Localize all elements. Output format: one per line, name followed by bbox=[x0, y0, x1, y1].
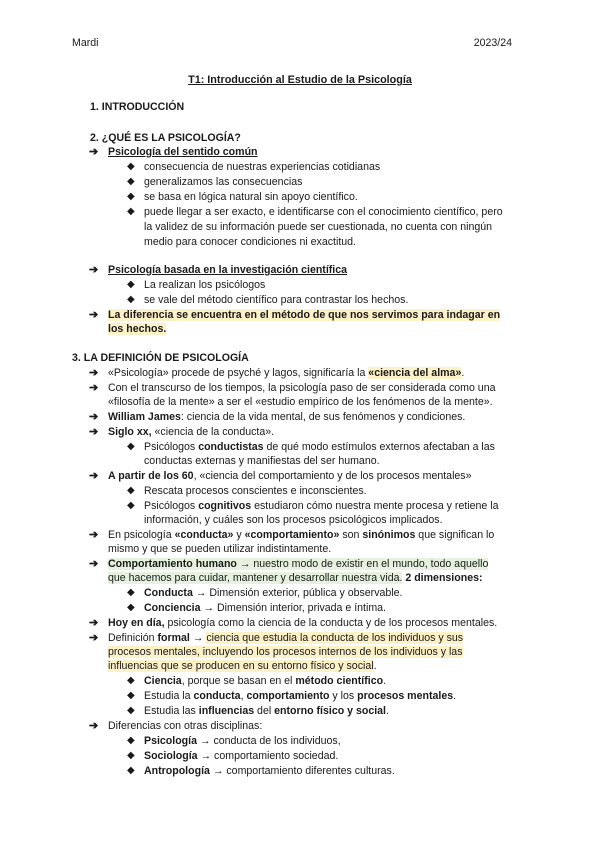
bullet-icon: ◆ bbox=[127, 279, 135, 290]
behavior-continuation: que hacemos para cuidar, mantener y desarrollar nuestra vida. 2 dimensiones: bbox=[108, 572, 483, 584]
diferencias-line: Diferencias con otras disciplinas: bbox=[108, 720, 263, 732]
estudia-influencias-line: Estudia las influencias del entorno físico y social. bbox=[144, 705, 389, 717]
conducta-line: Conducta → Dimensión exterior, pública y observable. bbox=[144, 587, 403, 599]
list-item-continuation: la validez de su información puede ser cuestionada, no cuenta con ningún bbox=[144, 221, 493, 233]
arrow-icon: ➔ bbox=[89, 720, 99, 732]
header-year: 2023/24 bbox=[473, 37, 512, 49]
bullet-icon: ◆ bbox=[127, 602, 135, 613]
arrow-icon: ➔ bbox=[89, 411, 99, 423]
bullet-icon: ◆ bbox=[127, 587, 135, 598]
section-1-heading: 1. INTRODUCCIÓN bbox=[90, 101, 185, 113]
history-line: «filosofía de la mente» a ser el «estudio empírico de los fenómenos de la mente». bbox=[108, 396, 493, 408]
bullet-icon: ◆ bbox=[127, 735, 135, 746]
arrow-icon: ➔ bbox=[89, 558, 99, 570]
william-james-line: William James: ciencia de la vida mental, de sus fenómenos y condiciones. bbox=[108, 411, 466, 423]
header-course: Mardi bbox=[72, 37, 99, 49]
list-item: consecuencia de nuestras experiencias cotidianas bbox=[144, 161, 381, 173]
discipline-item: Antropología → comportamiento diferentes culturas. bbox=[144, 765, 395, 777]
conciencia-line: Conciencia → Dimensión interior, privada e íntima. bbox=[144, 602, 386, 614]
research-title: Psicología basada en la investigación científica bbox=[108, 264, 348, 276]
discipline-item: Psicología → conducta de los individuos, bbox=[144, 735, 341, 747]
siglo-xx-line: Siglo xx, «ciencia de la conducta». bbox=[108, 426, 275, 438]
hoy-line: Hoy en día, psicología como la ciencia de la conducta y de los procesos mentales. bbox=[108, 617, 498, 629]
arrow-icon: ➔ bbox=[89, 264, 99, 276]
bullet-icon: ◆ bbox=[127, 441, 135, 452]
arrow-icon: ➔ bbox=[89, 632, 99, 644]
formal-definition-continuation: influencias que se producen en su entorno físico y social. bbox=[108, 660, 377, 672]
arrow-icon: ➔ bbox=[89, 367, 99, 379]
conductistas-line: Psicólogos conductistas de qué modo estímulos externos afectaban a las bbox=[144, 441, 495, 453]
behavior-line: Comportamiento humano → nuestro modo de existir en el mundo, todo aquello bbox=[108, 558, 489, 570]
arrow-icon: ➔ bbox=[89, 529, 99, 541]
common-sense-title: Psicología del sentido común bbox=[108, 146, 258, 158]
list-item-continuation: medio para conocer condiciones ni exactitud. bbox=[144, 236, 356, 248]
page-title: T1: Introducción al Estudio de la Psicología bbox=[188, 74, 412, 86]
arrow-icon: ➔ bbox=[89, 382, 99, 394]
sixties-line: A partir de los 60, «ciencia del comportamiento y de los procesos mentales» bbox=[108, 470, 472, 482]
list-item: puede llegar a ser exacto, e identificarse con el conocimiento científico, pero bbox=[144, 206, 503, 218]
bullet-icon: ◆ bbox=[127, 176, 135, 187]
bullet-icon: ◆ bbox=[127, 675, 135, 686]
list-item: se basa en lógica natural sin apoyo científico. bbox=[144, 191, 358, 203]
difference-line bbox=[108, 322, 166, 336]
bullet-icon: ◆ bbox=[127, 705, 135, 716]
list-item: generalizamos las consecuencias bbox=[144, 176, 303, 188]
bullet-icon: ◆ bbox=[127, 765, 135, 776]
bullet-icon: ◆ bbox=[127, 191, 135, 202]
list-item: se vale del método científico para contrastar los hechos. bbox=[144, 294, 409, 306]
estudia-conducta-line: Estudia la conducta, comportamiento y los procesos mentales. bbox=[144, 690, 457, 702]
bullet-icon: ◆ bbox=[127, 161, 135, 172]
list-item: Rescata procesos conscientes e inconscientes. bbox=[144, 485, 367, 497]
bullet-icon: ◆ bbox=[127, 294, 135, 305]
arrow-icon: ➔ bbox=[89, 617, 99, 629]
section-3-heading: 3. LA DEFINICIÓN DE PSICOLOGÍA bbox=[72, 352, 249, 364]
cognitivos-line: Psicólogos cognitivos estudiaron cómo nuestra mente procesa y retiene la bbox=[144, 500, 499, 512]
synonyms-line: En psicología «conducta» y «comportamiento» son sinónimos que significan lo bbox=[108, 529, 495, 541]
arrow-icon: ➔ bbox=[89, 426, 99, 438]
bullet-icon: ◆ bbox=[127, 750, 135, 761]
arrow-icon: ➔ bbox=[89, 146, 99, 158]
ciencia-line: Ciencia, porque se basan en el método científico. bbox=[144, 675, 387, 687]
list-item-continuation: conductas externas y manifiestas del ser humano. bbox=[144, 455, 380, 467]
highlight-text: los hechos. bbox=[108, 323, 167, 335]
bullet-icon: ◆ bbox=[127, 500, 135, 511]
arrow-icon: ➔ bbox=[89, 309, 99, 321]
bullet-icon: ◆ bbox=[127, 690, 135, 701]
section-2-heading: 2. ¿QUÉ ES LA PSICOLOGÍA? bbox=[90, 132, 241, 144]
etymology-line: «Psicología» procede de psyché y lagos, significaría la «ciencia del alma». bbox=[108, 367, 465, 379]
bullet-icon: ◆ bbox=[127, 485, 135, 496]
list-item-continuation: información, y cuáles son los procesos psicológicos implicados. bbox=[144, 514, 443, 526]
difference-line bbox=[108, 308, 500, 322]
bullet-icon: ◆ bbox=[127, 206, 135, 217]
synonyms-continuation: mismo y que se pueden utilizar indistintamente. bbox=[108, 543, 332, 555]
formal-definition-continuation: procesos mentales, incluyendo los procesos internos de los individuos y las bbox=[108, 646, 463, 658]
discipline-item: Sociología → comportamiento sociedad. bbox=[144, 750, 339, 762]
list-item: La realizan los psicólogos bbox=[144, 279, 266, 291]
highlight-text: La diferencia se encuentra en el método de que nos servimos para indagar en bbox=[108, 309, 501, 321]
formal-definition-line: Definición formal → ciencia que estudia la conducta de los individuos y sus bbox=[108, 632, 464, 644]
arrow-icon: ➔ bbox=[89, 470, 99, 482]
history-line: Con el transcurso de los tiempos, la psicología paso de ser considerada como una bbox=[108, 382, 496, 394]
